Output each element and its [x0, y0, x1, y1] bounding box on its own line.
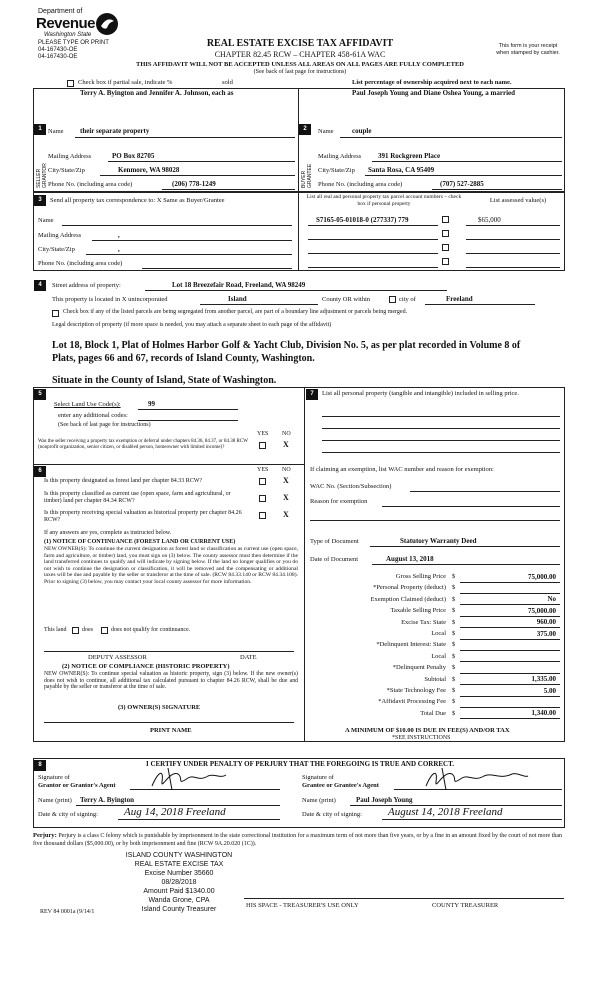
- segregated-checkbox[interactable]: [52, 310, 59, 317]
- sold-label: sold: [222, 79, 233, 86]
- section-6-number: 6: [34, 466, 46, 477]
- parcel-2-checkbox[interactable]: [442, 230, 449, 237]
- city-of-label: city of: [399, 296, 416, 303]
- grantee-sig-label-2: Grantee or Grantee's Agent: [302, 782, 379, 789]
- does-not-label: does not qualify for continuance.: [111, 627, 191, 633]
- s5-yes: YES: [257, 431, 269, 437]
- seller-phone[interactable]: (206) 778-1249: [172, 180, 216, 188]
- property-county[interactable]: Island: [228, 295, 247, 303]
- stamp-line5: Amount Paid $1340.00: [143, 888, 215, 895]
- corr-city-label: City/State/Zip: [38, 246, 75, 253]
- tax-row-value[interactable]: 5.00: [543, 686, 556, 695]
- parcel-1-checkbox[interactable]: [442, 216, 449, 223]
- tax-row-label: *Affidavit Processing Fee: [378, 698, 446, 706]
- buyer-mailing[interactable]: 391 Rockgreen Place: [378, 152, 441, 160]
- correspondence-label: Send all property tax correspondence to: X Same as Buyer/Grantee: [50, 197, 225, 204]
- seller-name-line1: Terry A. Byington and Jennifer A. Johnson, each as: [80, 89, 234, 97]
- form-code-2: 04-167430-OE: [38, 54, 78, 60]
- this-land-label: This land: [44, 627, 67, 633]
- tax-row-value[interactable]: 1,335.00: [531, 675, 556, 684]
- parcel-4-checkbox[interactable]: [442, 258, 449, 265]
- section-3-number: 3: [34, 195, 46, 206]
- assessor-date-label: DATE: [240, 654, 257, 661]
- s6-q3: Is this property receiving special valuation as historical property per chapter 84.26 RCW?: [44, 510, 242, 523]
- section-7-number: 7: [306, 389, 318, 400]
- perjury-text: Perjury is a class C felony which is punishable by imprisonment in the state correctional institution for a maximum term of not more than five years, or by a fine in an amount fixed by the court of not more than five thousand dollars ($5,000.00), or by both imprisonment and fine (RCW 9A.20.020 (1C)).: [33, 833, 563, 847]
- tax-row-label: *Personal Property (deduct): [373, 584, 446, 592]
- stamp-line7: Island County Treasurer: [141, 906, 217, 913]
- seller-name-line2: their separate property: [80, 127, 150, 135]
- perjury-notice: [33, 832, 565, 848]
- doc-date[interactable]: August 13, 2018: [386, 555, 434, 563]
- land-does-not-checkbox[interactable]: [101, 627, 108, 634]
- s5-exemption-question: Was the seller receiving a property tax exemption or deferral under chapters 84.36, 84.37, or 84.38 RCW (nonprofit organization, senior citizen, or disabled person, homeowner with limited income)?: [38, 439, 248, 450]
- tax-row-line: [460, 696, 560, 697]
- seller-city-label: City/State/Zip: [48, 167, 85, 174]
- segregated-label: Check box if any of the listed parcels are being segregated from another parcel, are part of a boundary line adjustment or parcels being merged.: [63, 309, 408, 315]
- tax-row-line: [460, 650, 560, 651]
- within-city-checkbox[interactable]: [389, 296, 396, 303]
- tax-row-currency: $: [452, 687, 456, 694]
- land-use-label: Select Land Use Code(s):: [54, 401, 121, 408]
- location-label: This property is located in X unincorporated: [52, 296, 168, 303]
- notice2-title: (2) NOTICE OF COMPLIANCE (HISTORIC PROPERTY): [62, 663, 230, 670]
- section-1-number: 1: [34, 124, 46, 135]
- tax-row-line: [460, 582, 560, 583]
- land-use-code[interactable]: 99: [148, 400, 155, 408]
- buyer-mailing-label: Mailing Address: [318, 153, 362, 160]
- county-treasurer-label: COUNTY TREASURER: [432, 902, 499, 909]
- deputy-assessor-label: DEPUTY ASSESSOR: [88, 654, 147, 661]
- does-label: does: [82, 627, 93, 633]
- parties-box: [33, 88, 565, 192]
- legal-label: Legal description of property (if more space is needed, you may attach a separate sheet to each page of the affidavit): [52, 322, 332, 328]
- tax-row-currency: $: [452, 698, 456, 706]
- stamp-line3: Excise Number 35660: [144, 870, 214, 877]
- buyer-phone-label: Phone No. (including area code): [318, 181, 403, 188]
- reason-label: Reason for exemption: [310, 498, 368, 505]
- corr-mailing-label: Mailing Address: [38, 232, 82, 239]
- seller-mailing[interactable]: PO Box 82705: [112, 152, 155, 160]
- tax-row-currency: $: [452, 607, 456, 615]
- see-instructions: *SEE INSTRUCTIONS: [392, 735, 451, 741]
- grantee-name[interactable]: Paul Joseph Young: [356, 796, 413, 804]
- additional-codes-label: enter any additional codes:: [58, 412, 128, 419]
- street-address[interactable]: Lot 18 Breezefair Road, Freeland, WA 98249: [172, 281, 306, 289]
- tax-row-currency: $: [452, 641, 456, 649]
- dept-line2: Revenue: [36, 15, 96, 32]
- doc-date-label: Date of Document: [310, 556, 359, 563]
- s6-q2-answer: X: [283, 493, 289, 502]
- corr-mailing-value[interactable]: ,: [118, 231, 120, 239]
- s6-q1-answer: X: [283, 476, 289, 485]
- wa-logo-icon: [95, 12, 119, 36]
- parcel-1[interactable]: S7165-05-01018-0 (277337) 779: [316, 216, 409, 224]
- tax-row-label: Excise Tax: State: [401, 618, 446, 626]
- section-4-number: 4: [34, 280, 46, 291]
- tax-row-value[interactable]: 1,340.00: [531, 709, 556, 718]
- grantee-name-label: Name (print): [302, 797, 336, 804]
- tax-row-label: Subtotal: [424, 675, 446, 683]
- buyer-city[interactable]: Santa Rosa, CA 95409: [368, 166, 435, 174]
- please-type: PLEASE TYPE OR PRINT: [38, 40, 109, 46]
- doc-type[interactable]: Statutory Warranty Deed: [400, 537, 477, 545]
- tax-row-currency: $: [452, 709, 456, 717]
- s5-no: NO: [282, 431, 291, 437]
- owner-signature-label: (3) OWNER(S) SIGNATURE: [118, 704, 201, 711]
- s6-q3-answer: X: [283, 510, 289, 519]
- see-back-note: (See back of last page for instructions): [253, 69, 347, 75]
- seller-name-label: Name: [48, 128, 64, 135]
- legal-line1: Lot 18, Block 1, Plat of Holmes Harbor Golf & Yacht Club, Division No. 5, as per plat recorded in Volume 8 of: [52, 340, 521, 351]
- partial-sale-label: Check box if partial sale, indicate %: [78, 79, 173, 86]
- assessed-header: List assessed value(s): [489, 197, 547, 204]
- s6-q2-yes-checkbox[interactable]: [259, 495, 266, 502]
- tax-row-currency: $: [452, 595, 456, 603]
- tax-row-label: *Delinquent Interest: State: [376, 641, 446, 649]
- tax-row-label: Total Due: [420, 709, 446, 717]
- form-chapter: CHAPTER 82.45 RCW – CHAPTER 458-61A WAC: [214, 50, 386, 59]
- form-code-1: 04-167430-OE: [38, 47, 78, 53]
- notice2-body: NEW OWNER(S): To continue special valuation as historic property, sign (3) below. If the new owner(s) does not wish to continue, all additional tax calculated pursuant to chapter 84.26 RCW, shall be due and payable by the seller or transferor at the time of sale.: [44, 671, 298, 691]
- s6-q2: Is this property classified as current use (open space, farm and agricultural, or timber) land per chapter 84.34 RCW?: [44, 491, 231, 504]
- s6-q1: Is this property designated as forest land per chapter 84.33 RCW?: [44, 478, 203, 484]
- section-2-number: 2: [299, 124, 311, 135]
- receipt-note-2: when stamped by cashier.: [496, 50, 560, 56]
- s6-if-yes: If any answers are yes, complete as instructed below.: [44, 530, 172, 536]
- seller-mailing-label: Mailing Address: [48, 153, 92, 160]
- tax-row-currency: $: [452, 630, 456, 637]
- buyer-name-line2: couple: [352, 127, 372, 135]
- tax-row-value[interactable]: No: [547, 595, 556, 604]
- notice1-body: NEW OWNER(S): To continue the current designation as forest land or classification as current use (open space, farm and agriculture, or timber) land, you must sign on (3) below. The county assessor must then determine if the land transferred continues to qualify and will indicate by signing below. If the land no longer qualifies or you do not wish to continue the designation or classification, it will be removed and the compensating or additional taxes will be due and payable by the seller or transferor at the time of sale. (RCW 84.33.140 or RCW 84.34.108). Prior to signing (3) below, you may contact your local county assessor for more information.: [44, 546, 298, 585]
- grantor-name[interactable]: Terry A. Byington: [80, 796, 134, 804]
- tax-row-currency: $: [452, 584, 456, 592]
- tax-row-label: Local: [431, 630, 446, 637]
- tax-row-label: *State Technology Fee: [386, 687, 446, 694]
- stamp-line6: Wanda Grone, CPA: [148, 897, 210, 904]
- s6-no: NO: [282, 467, 291, 473]
- grantor-date[interactable]: Aug 14, 2018 Freeland: [124, 806, 226, 818]
- doc-type-label: Type of Document: [310, 538, 359, 545]
- tax-row-currency: $: [452, 573, 456, 580]
- tax-row-currency: $: [452, 664, 456, 672]
- corr-city-value[interactable]: ,: [118, 245, 120, 253]
- tax-row-line: [460, 707, 560, 708]
- tax-row-label: Gross Selling Price: [395, 573, 446, 580]
- grantor-sig-label-2: Grantor or Grantor's Agent: [38, 782, 116, 789]
- tax-row-value[interactable]: 75,000.00: [528, 606, 556, 615]
- seller-city[interactable]: Kenmore, WA 98028: [118, 166, 180, 174]
- buyer-side-label: BUYER GRANTEE: [301, 163, 313, 188]
- tax-row-line: [460, 616, 560, 617]
- tax-row-line: [460, 604, 560, 605]
- tax-row-currency: $: [452, 675, 456, 683]
- personal-property-label: List all personal property (tangible and intangible) included in selling price.: [322, 390, 519, 397]
- corr-phone-label: Phone No. (including area code): [38, 260, 123, 267]
- s6-q3-yes-checkbox[interactable]: [259, 512, 266, 519]
- treasurer-use-only: HIS SPACE - TREASURER'S USE ONLY: [246, 902, 359, 909]
- county-label: County OR within: [322, 296, 371, 303]
- tax-row-line: [460, 639, 560, 640]
- perjury-heading: Perjury:: [33, 832, 57, 839]
- tax-row-label: Exemption Claimed (deduct): [370, 595, 446, 603]
- parcel-header: List all real and personal property tax parcel account numbers – check box if personal property: [306, 194, 462, 207]
- tax-row-value[interactable]: 375.00: [536, 629, 556, 638]
- dept-line1: Department of: [38, 8, 83, 15]
- ownership-note: List percentage of ownership acquired next to each name.: [352, 79, 512, 86]
- stamp-line4: 08/28/2018: [161, 879, 197, 886]
- tax-row-value[interactable]: 75,000.00: [528, 572, 556, 581]
- minimum-fee-note: A MINIMUM OF $10.00 IS DUE IN FEE(S) AND/OR TAX: [345, 727, 510, 734]
- buyer-name-label: Name: [318, 128, 334, 135]
- tax-row-line: [460, 684, 560, 685]
- revision-code: REV 84 0001a (9/14/1: [40, 909, 95, 915]
- assessed-1[interactable]: $65,000: [478, 216, 501, 224]
- tax-row-currency: $: [452, 652, 456, 660]
- tax-row-line: [460, 673, 560, 674]
- certify-statement: I CERTIFY UNDER PENALTY OF PERJURY THAT THE FOREGOING IS TRUE AND CORRECT.: [145, 760, 454, 768]
- form-warning: THIS AFFIDAVIT WILL NOT BE ACCEPTED UNLESS ALL AREAS ON ALL PAGES ARE FULLY COMPLETED: [136, 61, 464, 68]
- section-5-number: 5: [34, 389, 46, 400]
- stamp-line1: ISLAND COUNTY WASHINGTON: [125, 852, 233, 859]
- tax-row-line: [460, 627, 560, 628]
- section5-see-back: (See back of last page for instructions): [58, 422, 151, 428]
- parcel-3-checkbox[interactable]: [442, 244, 449, 251]
- stamp-line2: REAL ESTATE EXCISE TAX: [134, 861, 224, 868]
- grantor-sig-label-1: Signature of: [38, 774, 70, 781]
- legal-line3: Situate in the County of Island, State of Washington.: [52, 375, 277, 386]
- grantor-date-label: Date & city of signing:: [38, 811, 98, 818]
- tax-row-currency: $: [452, 618, 456, 626]
- grantor-signature-icon: [148, 764, 228, 794]
- grantee-date[interactable]: August 14, 2018 Freeland: [388, 806, 503, 818]
- street-label: Street address of property:: [52, 282, 121, 289]
- buyer-phone[interactable]: (707) 527-2885: [440, 180, 484, 188]
- tax-row-value[interactable]: 960.00: [536, 618, 556, 627]
- partial-sale-checkbox[interactable]: [67, 80, 74, 87]
- tax-row-label: Local: [431, 652, 446, 660]
- grantor-name-label: Name (print): [38, 797, 72, 804]
- s6-q1-yes-checkbox[interactable]: [259, 478, 266, 485]
- grantee-signature-icon: [420, 764, 530, 794]
- tax-row-label: Taxable Selling Price: [390, 607, 446, 615]
- corr-name-label: Name: [38, 217, 54, 224]
- buyer-city-label: City/State/Zip: [318, 167, 355, 174]
- print-name-label: PRINT NAME: [150, 727, 192, 734]
- legal-line2: Plats, pages 66 and 67, records of Island County, Washington.: [52, 353, 315, 364]
- seller-phone-label: Phone No. (including area code): [48, 181, 133, 188]
- notice1-title: (1) NOTICE OF CONTINUANCE (FOREST LAND OR CURRENT USE): [44, 539, 236, 545]
- land-does-checkbox[interactable]: [72, 627, 79, 634]
- wac-label: WAC No. (Section/Subsection): [310, 483, 392, 490]
- s5-no-mark: X: [283, 440, 289, 449]
- property-city[interactable]: Freeland: [446, 295, 473, 303]
- section-8-number: 8: [34, 760, 46, 771]
- buyer-name-line1: Paul Joseph Young and Diane Oshea Young, a married: [352, 89, 516, 97]
- grantee-date-label: Date & city of signing:: [302, 811, 362, 818]
- dept-line3: Washington State: [44, 32, 92, 38]
- s6-yes: YES: [257, 467, 269, 473]
- receipt-note-1: This form is your receipt: [498, 43, 558, 49]
- tax-row-line: [460, 718, 560, 719]
- exemption-claim-label: If claiming an exemption, list WAC number and reason for exemption:: [310, 466, 494, 473]
- tax-row-label: *Delinquent Penalty: [392, 664, 446, 672]
- tax-row-line: [460, 593, 560, 594]
- seller-side-label: SELLER GRANTOR: [36, 163, 48, 188]
- s5-yes-checkbox[interactable]: [259, 442, 266, 449]
- grantee-sig-label-1: Signature of: [302, 774, 334, 781]
- tax-row-line: [460, 661, 560, 662]
- form-title: REAL ESTATE EXCISE TAX AFFIDAVIT: [206, 38, 394, 49]
